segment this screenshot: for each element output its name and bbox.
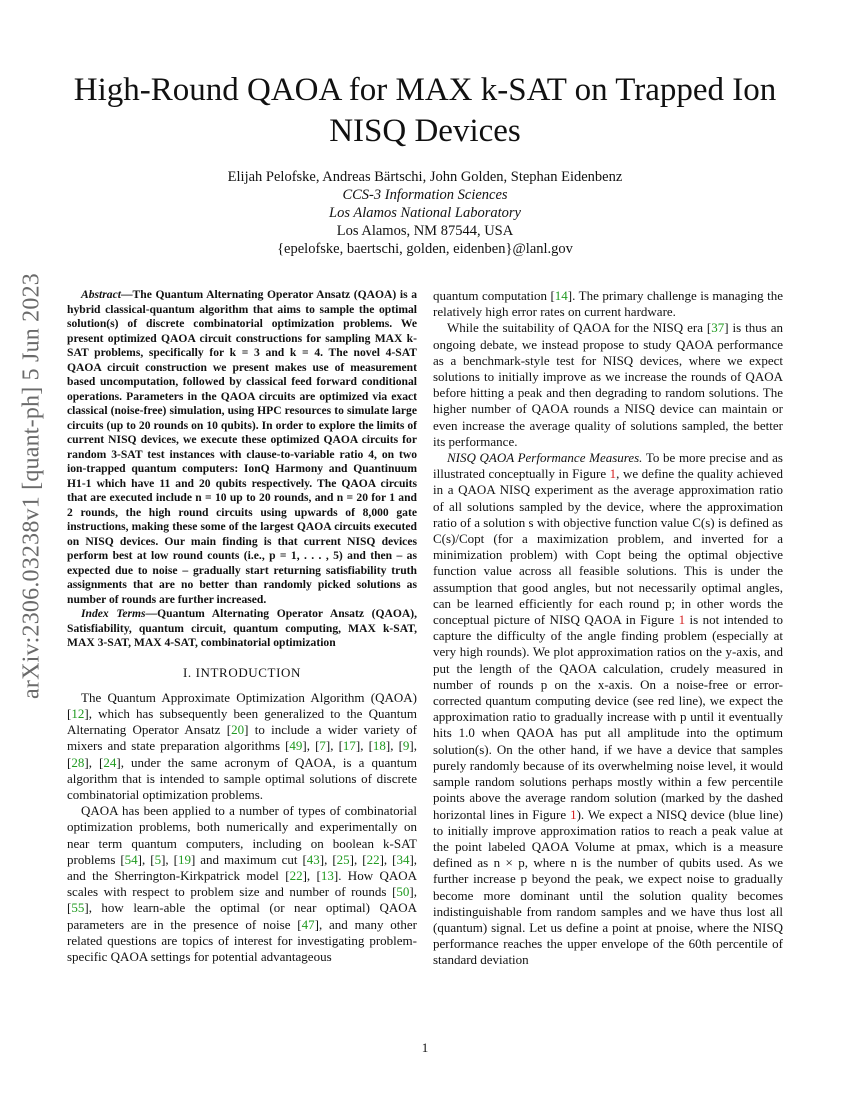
abstract bbox=[67, 288, 417, 607]
citation-ref[interactable]: 19 bbox=[177, 851, 191, 867]
citation-ref[interactable]: 13 bbox=[320, 867, 334, 883]
citation-ref[interactable]: 14 bbox=[554, 288, 568, 303]
citation-ref[interactable]: 20 bbox=[231, 722, 245, 738]
intro-paragraph-2: QAOA has been applied to a number of types of combinatorial optimization problems, both numerically and experimentally on near term quantum computers, including on boolean k-SAT problems [54], [5], [19] and maximum cut [43], [25], [22], [34], and the Sherrington-Kirkpatrick model [22], [13]. How QAOA scales with respect to problem size and number of rounds [50], [55], how learn-able the optimal (or near optimal) QAOA parameters are in the presence of noise [47], and many other related questions are topics of interest for investigating problem-specific QAOA settings for potential advantageous bbox=[67, 803, 418, 964]
section-heading-introduction: I. INTRODUCTION bbox=[182, 664, 302, 680]
citation-ref[interactable]: 9 bbox=[402, 738, 410, 754]
citation-ref[interactable]: 55 bbox=[71, 900, 85, 916]
left-column bbox=[67, 288, 417, 965]
index-terms bbox=[67, 607, 417, 651]
affiliation-dept: CCS-3 Information Sciences bbox=[342, 187, 508, 203]
performance-measures-lead: NISQ QAOA Performance Measures. bbox=[447, 450, 643, 466]
right-paragraph-1: quantum computation [14]. The primary challenge is managing the relatively high error rates on current hardware. bbox=[433, 288, 784, 320]
abstract-text: —The Quantum Alternating Operator Ansatz (QAOA) is a hybrid classical-quantum algorithm that aims to sample the optimal solution(s) of discrete combinatorial optimization problems. We present optimized QAOA circuit constructions for sampling MAX k-SAT problems, specifically for k = 3 and k = 4. The novel 4-SAT QAOA circuit construction we present makes use of measurement based uncomputation, followed by classical feed forward conditional operations. Parameters in the QAOA circuits are optimized via exact classical (noise-free) simulation, using HPC resources to simulate large circuits (up to 20 rounds on 10 qubits). In order to explore the limits of current NISQ devices, we execute these optimized QAOA circuits for random 3-SAT test instances with clause-to-variable ratio 4, on two ion-trapped quantum computers: IonQ Harmony and Quantinuum H1-1 which have 11 and 20 qubits respectively. The QAOA circuits that are executed include n = 10 up to 20 rounds, and n = 20 for 1 and 2 rounds, the high round circuits using upwards of 8,000 gate instructions, making these some of the largest QAOA circuits executed on NISQ devices. Our main finding is that current NISQ devices perform best at low round counts (i.e., p = 1, . . . , 5) and then – as expected due to noise – gradually start returning satisfiability truth assignments that are no better than randomly picked solutions as number of rounds are further increased. bbox=[67, 288, 417, 606]
arxiv-identifier: arXiv:2306.03238v1 [quant-ph] 5 Jun 2023 bbox=[18, 273, 45, 699]
abstract-label: Abstract bbox=[81, 288, 121, 301]
citation-ref[interactable]: 7 bbox=[319, 738, 326, 754]
citation-ref[interactable]: 18 bbox=[372, 738, 386, 754]
citation-ref[interactable]: 37 bbox=[711, 320, 725, 336]
right-column bbox=[433, 288, 783, 969]
citation-ref[interactable]: 28 bbox=[71, 754, 85, 770]
citation-ref[interactable]: 17 bbox=[342, 738, 356, 754]
affiliation-city: Los Alamos, NM 87544, USA bbox=[336, 223, 514, 239]
citation-ref[interactable]: 24 bbox=[103, 754, 117, 770]
citation-ref[interactable]: 54 bbox=[124, 851, 138, 867]
author-names: Elijah Pelofske, Andreas Bärtschi, John Golden, Stephan Eidenbenz bbox=[227, 169, 623, 185]
index-terms-label: Index Terms bbox=[81, 607, 146, 620]
citation-ref[interactable]: 5 bbox=[154, 851, 162, 867]
performance-measures-text: To be more precise and as illustrated conceptually in Figure 1, we define the quality achieved in a QAOA NISQ experiment as the average approximation ratio of all solutions sampled by the device, where the approximation ratio of a solution s with objective function value C(s) is defined as C(s)/Copt (for a maximization problem, and inverted for a minimization problem) with Copt being the optimal objective function value across all feasible solutions. This is under the assumption that good angles, but not necessarily optimal angles, can be learned efficiently for each round p; in other words the conceptual picture of NISQ QAOA in Figure 1 is not intended to capture the difficulty of the angle finding problem (especially at very high rounds). We plot approximation ratios on the y-axis, and put the length of the QAOA calculation, crudely measured in number of rounds p on the x-axis. On a noise-free or error-corrected quantum computing device (see red line), we expect the approximation ratio to gradually increase with p until it eventually hits 1.0 when QAOA has put all amplitude into the optimum solution(s). On the other hand, if we have a device that samples purely randomly because of its overwhelming noise level, it would sample random solutions perhaps mostly within a few percentile points above the average random solution (marked by the dashed horizontal lines in Figure 1). We expect a NISQ device (blue line) to initially improve approximation ratios to reach a peak value at the point labeled QAOA Volume at pmax, which is a measure defined as n × p, where n is the number of qubits used. As we further increase p beyond the peak, we expect noise to gradually become more dominant until the solution quality becomes indistinguishable from random samples and we have thus lost all (quantum) signal. Let us define a point at pnoise, where the NISQ performance reaches the upper envelope of the 60th percentile of standard deviation bbox=[433, 450, 784, 968]
citation-ref[interactable]: 49 bbox=[289, 738, 303, 754]
affiliation-lab: Los Alamos National Laboratory bbox=[329, 205, 521, 221]
right-paragraph-3 bbox=[433, 450, 783, 969]
author-block bbox=[100, 168, 750, 258]
intro-paragraph-1: The Quantum Approximate Optimization Algorithm (QAOA) [12], which has subsequently been generalized to the Quantum Alternating Operator Ansatz [20] to include a wider variety of mixers and state preparation algorithms [49], [7], [17], [18], [9], [28], [24], under the same acronym of QAOA, is a quantum algorithm that is intended to sample optimal solutions of discrete combinatorial optimization problems. bbox=[67, 689, 418, 802]
arxiv-side-label bbox=[6, 273, 58, 699]
figure-ref[interactable]: 1 bbox=[609, 466, 617, 482]
citation-ref[interactable]: 22 bbox=[366, 851, 380, 867]
citation-ref[interactable]: 34 bbox=[396, 851, 410, 867]
index-terms-text: —Quantum Alternating Operator Ansatz (QAOA), Satisfiability, quantum circuit, quantum computing, MAX k-SAT, MAX 3-SAT, MAX 4-SAT, combinatorial optimization bbox=[67, 607, 417, 649]
right-paragraph-2: While the suitability of QAOA for the NISQ era [37] is thus an ongoing debate, we instead propose to study QAOA performance as a benchmark-style test for NISQ devices, where we expect solutions to initially improve as we increase the rounds of QAOA before hitting a peak and then degrading to random solutions. The higher number of QAOA rounds a NISQ device can maintain or even increase the average quality of solutions sampled, the better its performance. bbox=[433, 320, 783, 449]
citation-ref[interactable]: 43 bbox=[306, 851, 320, 867]
paper-title: High-Round QAOA for MAX k-SAT on Trapped Ion NISQ Devices bbox=[73, 72, 777, 149]
citation-ref[interactable]: 25 bbox=[336, 851, 350, 867]
citation-ref[interactable]: 50 bbox=[396, 884, 410, 900]
figure-ref[interactable]: 1 bbox=[570, 806, 577, 822]
citation-ref[interactable]: 12 bbox=[71, 705, 85, 721]
page-number: 1 bbox=[421, 1040, 429, 1055]
author-emails: {epelofske, baertschi, golden, eidenben}@lanl.gov bbox=[277, 241, 573, 257]
citation-ref[interactable]: 47 bbox=[301, 916, 315, 932]
citation-ref[interactable]: 22 bbox=[289, 867, 303, 883]
figure-ref[interactable]: 1 bbox=[678, 612, 686, 628]
